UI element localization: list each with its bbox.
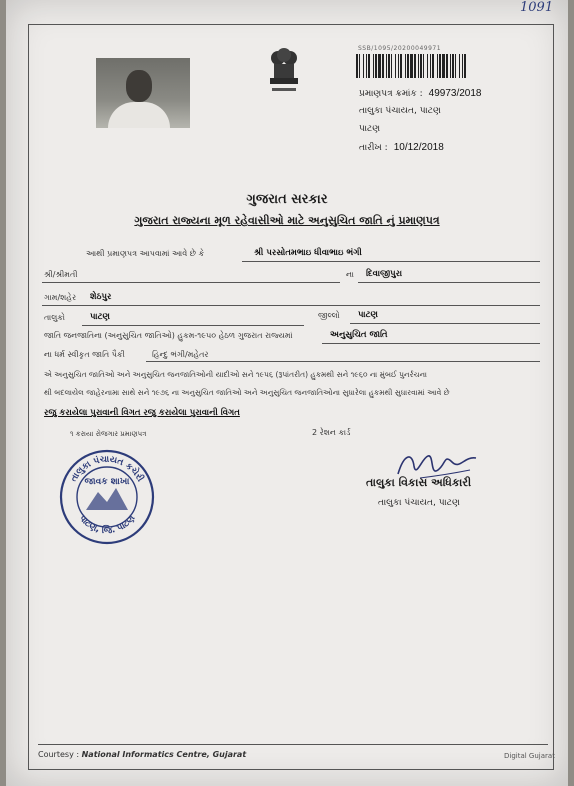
resident-label: ના <box>346 270 354 279</box>
village-value: શેઠપુર <box>90 292 112 302</box>
signatory-office: તાલુકા પંચાયત, પાટણ <box>378 498 460 508</box>
certificate-title: ગુજરાત રાજ્યના મૂળ રહેવાસીઓ માટે અનુસુચિત જાતિ નું પ્રમાણપત્ર <box>134 214 440 227</box>
digital-gujarat-footer: Digital Gujarat <box>504 752 555 760</box>
svg-text:પાટણ, જિ. પાટણ: પાટણ, જિ. પાટણ <box>76 513 138 536</box>
government-heading: ગુજરાત સરકાર <box>246 192 328 207</box>
district-value: પાટણ <box>358 310 378 320</box>
village-label: ગામ/શહેર <box>44 293 77 302</box>
office-seal-icon <box>58 448 156 546</box>
state-emblem-icon <box>264 42 304 98</box>
issue-date: તારીખ : 10/12/2018 <box>359 142 444 153</box>
religion-value: હિન્દુ ભંગી/મહેતર <box>152 350 209 359</box>
proof-item-2: 2 રેશન કાર્ડ <box>312 428 351 437</box>
body-text-line-1: એ અનુસુચિત જાતિઓ અને અનુસુચિત જનજાતિઓની યાદીઓ સને ૧૯૫૬ (રૂપાંતરીત) હુકમથી સને ૧૯૬૦ ના મુંબઈ પુનર્રચના <box>44 370 427 379</box>
district-label: જીલ્લો <box>318 311 340 320</box>
taluka-label: તાલુકો <box>44 313 65 322</box>
caste-order-text: જાતિ જનજાતિના (અનુસુચિત જાતિઓ) હુકમ-૧૯૫૦ હેઠળ ગુજરાત રાજ્યમાં <box>44 331 293 340</box>
issued-to-value: શ્રી પરસોતમભાઇ ધીવાભાઇ ભંગી <box>254 248 362 258</box>
office-line: તાલુકા પંચાયત, પાટણ <box>359 106 441 116</box>
proof-details: રજુ કરાયેલા પુરાવાની વિગત રજુ કરાયેલા પુરાવાની વિગત <box>44 408 240 418</box>
courtesy-footer: Courtesy : National Informatics Centre, Gujarat <box>38 750 247 759</box>
certificate-page <box>6 0 568 786</box>
body-text-line-2: થી બદલાયેલ જાહેરનામા સાથે સને ૧૯૭૬ ના અનુસુચિત જાતિઓ અને અનુસુચિત જનજાતિઓના સુધારેલા હુકમથી સુધારવામાં આવે છે <box>44 388 450 397</box>
svg-text:જાવક શાખા: જાવક શાખા <box>84 477 130 487</box>
handwritten-corner-number: 1091 <box>520 0 554 15</box>
barcode-number: SSB/1095/20200049971 <box>358 45 442 52</box>
taluka-value: પાટણ <box>90 312 110 322</box>
signatory-title: તાલુકા વિકાસ અધિકારી <box>366 476 472 489</box>
barcode-icon <box>356 54 469 78</box>
svg-text:તાલુકા પંચાયત કચેરી: તાલુકા પંચાયત કચેરી <box>69 454 145 484</box>
father-label: શ્રી/શ્રીમતી <box>44 270 78 279</box>
certificate-number: પ્રમાણપત્ર ક્રમાંક : 49973/2018 <box>359 88 482 99</box>
place-line: પાટણ <box>359 124 381 134</box>
caste-value: અનુસુચિત જાતિ <box>330 330 388 340</box>
resident-value: દિવાજીપુરા <box>366 269 403 279</box>
applicant-photo <box>96 58 190 128</box>
religion-label: ના ધર્મ સ્વીકૃત જાતિ પૈકી <box>44 350 125 359</box>
issued-to-label: આથી પ્રમાણપત્ર આપવામાં આવે છે કે <box>86 249 205 258</box>
proof-item-1: ૧ કરાયા રોજગાર પ્રમાણપત્ર <box>70 430 147 438</box>
